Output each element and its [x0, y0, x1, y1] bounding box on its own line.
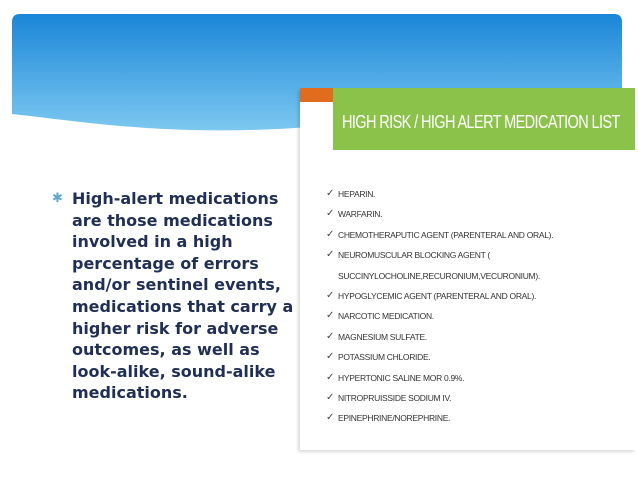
medication-label: HYPERTONIC SALINE MOR 0.9%.: [338, 372, 465, 383]
bullet-star-icon: ✱: [52, 191, 63, 206]
medication-item: [326, 347, 634, 367]
check-icon: ✓: [326, 249, 335, 261]
medication-item: [326, 388, 634, 408]
medication-label: HEPARIN.: [338, 189, 376, 199]
medication-label: CHEMOTHERAPUTIC AGENT (PARENTERAL AND ORAL).: [338, 229, 554, 240]
medication-item: [326, 306, 634, 326]
medication-list: [326, 184, 634, 429]
medication-label: POTASSIUM CHLORIDE.: [338, 352, 431, 363]
medication-item: [326, 408, 634, 428]
check-icon: ✓: [326, 310, 335, 322]
check-icon: ✓: [326, 412, 335, 424]
medication-item: [326, 184, 634, 204]
medication-item: [326, 204, 634, 224]
check-icon: ✓: [326, 188, 335, 199]
check-icon: ✓: [326, 208, 335, 220]
medication-label: EPINEPHRINE/NOREPHRINE.: [338, 413, 451, 424]
medication-label: MAGNESIUM SULFATE.: [338, 331, 427, 342]
medication-label: HYPOGLYCEMIC AGENT (PARENTERAL AND ORAL).: [338, 290, 537, 301]
medication-label: NARCOTIC MEDICATION.: [338, 311, 434, 322]
medication-label: WARFARIN.: [338, 209, 383, 220]
check-icon: ✓: [326, 391, 335, 403]
check-icon: ✓: [326, 330, 335, 342]
medication-label: NEUROMUSCULAR BLOCKING AGENT (: [338, 250, 490, 261]
medication-item: [326, 266, 634, 286]
medication-item: [326, 225, 634, 245]
medication-label: NITROPRUISSIDE SODIUM IV.: [338, 392, 452, 403]
bullet-text: High-alert medications are those medications involved in a high percentage of errors and/or sentinel events, medications that carry a higher risk for adverse outcomes, as well as look-alike, sound-alike medications.: [72, 189, 294, 403]
bullet-point: [52, 188, 296, 404]
medication-item: [326, 368, 634, 388]
check-icon: ✓: [326, 351, 335, 363]
medication-label: SUCCINYLOCHOLINE,RECURONIUM,VECURONIUM).: [338, 270, 540, 281]
check-icon: ✓: [326, 289, 335, 301]
check-icon: ✓: [326, 371, 335, 383]
medication-item: [326, 286, 634, 306]
card-title: HIGH RISK / HIGH ALERT MEDICATION LIST: [342, 113, 620, 133]
medication-item: [326, 245, 634, 265]
medication-item: [326, 327, 634, 347]
check-icon: ✓: [326, 228, 335, 240]
